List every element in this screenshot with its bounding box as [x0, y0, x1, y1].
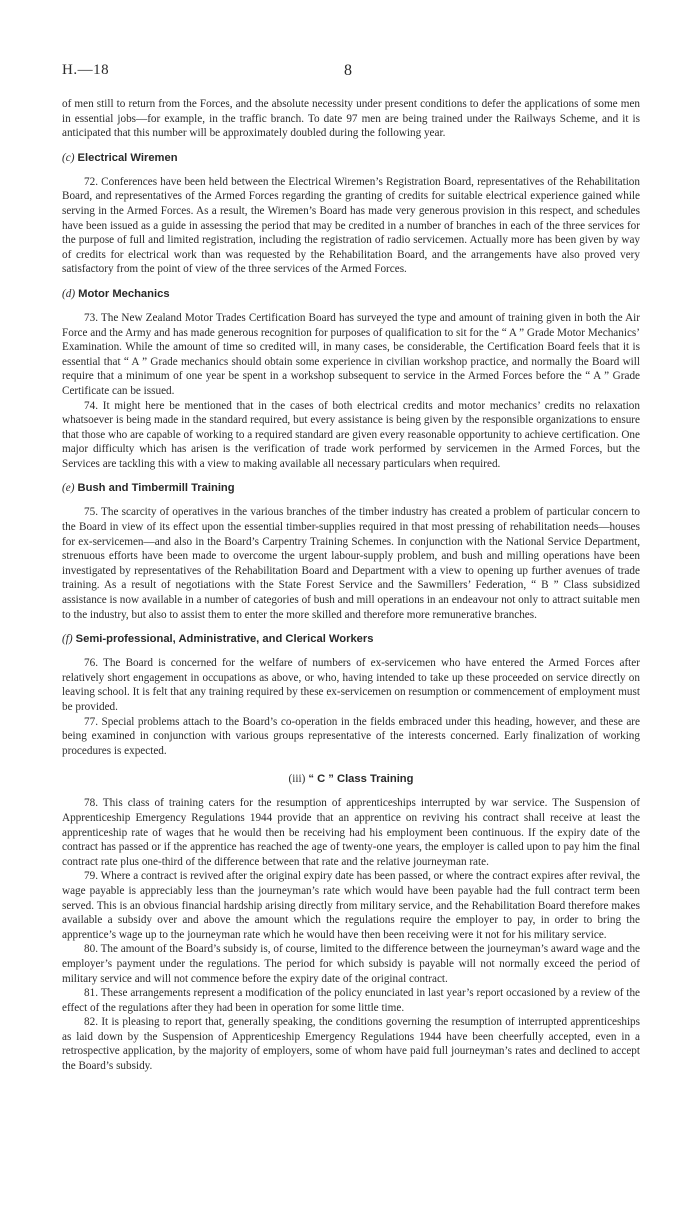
section-letter: (c)	[62, 151, 75, 164]
section-c-class-training	[62, 772, 640, 1073]
section-title: Bush and Timbermill Training	[77, 482, 235, 495]
section-letter: (f)	[62, 633, 73, 646]
paragraph-78: 78. This class of training caters for the resumption of apprenticeships interrupted by war service. The Suspension of Apprenticeship Emergency Regulations 1944 provide that an apprentice on reviving his contract shall receive at least the apprenticeship rate of wages that he would then be receiving had his employment been continuous. If the expiry date of the contract has passed or if the apprentice has reached the age of twenty-one years, the employer is called upon to pay him the final contract rate plus one-third of the difference between that rate and the relative journeyman rate.	[62, 797, 640, 868]
heading-number: (iii)	[288, 773, 306, 786]
paragraph-80: 80. The amount of the Board’s subsidy is, of course, limited to the difference between the journeyman’s award wage and the employer’s payment under the regulations. The period for which subsidy is payable will not normally exceed the period of military service and will not commence before the expiry date of the original contract.	[62, 943, 641, 985]
section-semi-professional	[62, 632, 640, 758]
paragraph-77: 77. Special problems attach to the Board’s co-operation in the fields embraced under this heading, however, and these are being examined in conjunction with various groups representative of the interests concerned. Early finalization of working procedures is expected.	[62, 715, 640, 757]
section-heading	[62, 287, 640, 302]
section-heading	[62, 481, 640, 496]
page-header	[62, 62, 642, 84]
paragraph-79: 79. Where a contract is revived after the original expiry date has been passed, or where the contract expires after revival, the wage payable is appreciably less than the journeyman’s rate which would have been payable had the full contract term been served. This is an obvious financial hardship arising directly from military service, and the Rehabilitation Board therefore makes available a subsidy over and above the amount which the regulations require the employer to pay, in order to bring the apprentice’s wage up to the journeyman rate which he would have then been receiving were it not for his military service.	[62, 870, 640, 941]
section-motor-mechanics	[62, 287, 640, 472]
section-electrical-wiremen	[62, 151, 640, 277]
intro-paragraph: of men still to return from the Forces, and the absolute necessity under present conditions to defer the applications of some men in essential jobs—for example, in the traffic branch. To date 97 men are being trained under the Railways Scheme, and it is anticipated that this number will be approximately doubled during the following year.	[62, 98, 640, 140]
section-bush-timbermill	[62, 481, 640, 622]
page-body	[62, 97, 640, 1074]
section-title: Electrical Wiremen	[77, 151, 178, 164]
section-title: Motor Mechanics	[78, 287, 170, 300]
paragraph-73: 73. The New Zealand Motor Trades Certification Board has surveyed the type and amount of training given in both the Air Force and the Army and has made generous recognition for purposes of qualification to sit for the “ A ” Grade Motor Mechanics’ Examination. While the amount of time so credited will, in many cases, be considerable, the Certification Board feels that it is essential that “ A ” Grade mechanics should obtain some experience in civilian workshop practice, and normally the Board will require that a minimum of one year be spent in a workshop subsequent to service in the Armed Forces before the “ A ” Grade Certificate can be issued.	[62, 311, 640, 397]
centered-heading	[62, 772, 640, 787]
paragraph-76: 76. The Board is concerned for the welfare of numbers of ex-servicemen who have entered the Armed Forces after relatively short engagement in occupations as above, or who, having intended to take up these proceeded on service directly on leaving school. It is felt that any training required by these ex-servicemen on resumption or commencement of employment must be provided.	[62, 657, 640, 713]
paragraph-82: 82. It is pleasing to report that, generally speaking, the conditions governing the resumption of interrupted apprenticeships as laid down by the Suspension of Apprenticeship Emergency Regulations 1944 have been cheerfully accepted, even in a retrospective application, by the majority of employers, some of whom have paid full journeyman’s rates and declined to accept the Board’s subsidy.	[62, 1016, 640, 1073]
section-letter: (d)	[62, 287, 76, 300]
heading-title: “ C ” Class Training	[308, 773, 414, 786]
document-reference: H.—18	[62, 62, 110, 78]
section-letter: (e)	[62, 482, 75, 495]
section-heading	[62, 151, 640, 166]
paragraph-81: 81. These arrangements represent a modification of the policy enunciated in last year’s report occasioned by a review of the effect of the regulations after they had been in operation for some little time.	[62, 987, 640, 1014]
paragraph-75: 75. The scarcity of operatives in the various branches of the timber industry has created a problem of particular concern to the Board in view of its effect upon the essential timber-supplies required in that most pressing of rehabilitation needs—houses for ex-servicemen—and also in the Board’s Carpentry Training Schemes. In conjunction with the National Service Department, strenuous efforts have been made to overcome the urgent labour-supply problem, and bush and milling operations have been investigated by representatives of the Rehabilitation Board and Department with a view to opening up further avenues of trade training. As a result of negotiations with the State Forest Service and the Sawmillers’ Federation, “ B ” Class subsidized assistance is now available in a number of categories of bush and mill operations in an endeavour not only to attract suitable men to the industry, but also to assist them to enter the more skilled and therefore more remunerative branches.	[62, 506, 640, 621]
paragraph-74: 74. It might here be mentioned that in the cases of both electrical credits and motor mechanics’ credits no relaxation whatsoever is being made in the standard required, but every assistance is being given by the responsible organizations to ensure that those who are capable of working to a required standard are given every reasonable opportunity to achieve certification. One major difficulty which has arisen is the verification of trade work performed by servicemen in the Armed Forces, but the Services are tackling this with a view to making available all necessary particulars when required.	[62, 399, 640, 470]
paragraph-72: 72. Conferences have been held between the Electrical Wiremen’s Registration Board, representatives of the Rehabilitation Board, and representatives of the Armed Forces regarding the granting of credits for suitable electrical experience gained while serving in the Armed Forces. As a result, the Wiremen’s Board has made very generous provision in this respect, and schedules have been issued as a guide in assessing the period that may be credited in a number of branches in each of the three services for the purpose of full and limited registration, including the registration of radio servicemen. Actually more has been given by way of credits for electrical work than was requested by the Rehabilitation Board, and the arrangements have also proved very satisfactory from the point of view of the three services of the Armed Forces.	[62, 175, 640, 276]
section-heading	[62, 632, 640, 647]
section-title: Semi-professional, Administrative, and Clerical Workers	[75, 633, 374, 646]
page-number: 8	[344, 62, 352, 79]
